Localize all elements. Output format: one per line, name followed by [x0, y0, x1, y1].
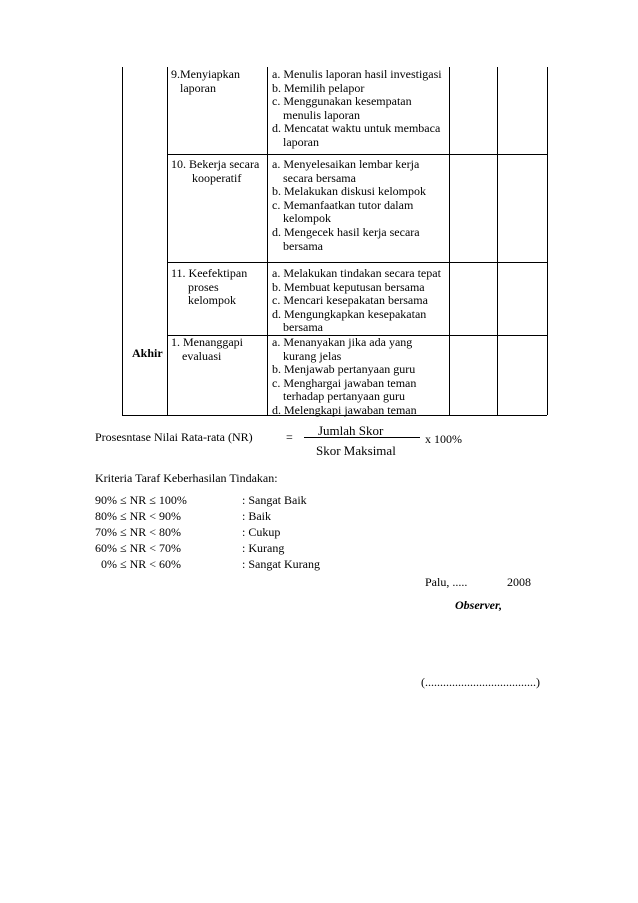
indicator-line: d. Melengkapi jawaban teman [272, 402, 417, 417]
signature-name-line: (.....................................) [421, 675, 540, 689]
indicator-line: c. Memanfaatkan tutor dalam [272, 197, 414, 212]
signature-place-date: Palu, ..... [425, 575, 468, 589]
formula-equals: = [286, 430, 293, 444]
criteria-label: : Cukup [242, 525, 281, 539]
table-row-aspect [171, 336, 243, 363]
criteria-title: Kriteria Taraf Keberhasilan Tindakan: [95, 471, 278, 485]
indicator-line: bersama [283, 238, 323, 253]
indicator-line: d. Mengungkapkan kesepakatan [272, 306, 427, 321]
aspect-line: kooperatif [192, 170, 242, 185]
indicator-line: kurang jelas [283, 348, 342, 363]
table-row-divider [167, 262, 547, 263]
formula-multiplier: x 100% [425, 432, 462, 446]
indicator-line: a. Menulis laporan hasil investigasi [272, 67, 442, 81]
criteria-range: 0% ≤ NR < 60% [95, 557, 182, 571]
criteria-label: : Sangat Kurang [242, 557, 320, 571]
phase-label: Akhir [132, 346, 163, 360]
indicator-line: bersama [283, 320, 323, 335]
criteria-range: 90% ≤ NR ≤ 100% [95, 493, 187, 507]
table-row-divider [167, 154, 547, 155]
indicator-line: menulis laporan [283, 107, 360, 122]
indicator-line: b. Menjawab pertanyaan guru [272, 362, 416, 377]
indicator-line: b. Membuat keputusan bersama [272, 279, 425, 294]
table-border-left [122, 67, 123, 415]
table-col-divider-4 [497, 67, 498, 415]
formula-numerator: Jumlah Skor [318, 423, 384, 438]
table-row-aspect [171, 158, 259, 185]
indicator-line: a. Menyelesaikan lembar kerja [272, 157, 420, 171]
table-row-indicators [272, 336, 417, 418]
aspect-line: kelompok [188, 293, 236, 308]
indicator-line: d. Mencatat waktu untuk membaca [272, 121, 441, 136]
aspect-line: 11. Keefektipan [171, 266, 248, 280]
indicator-line: d. Mengecek hasil kerja secara [272, 224, 420, 239]
table-row-indicators [272, 158, 426, 253]
formula-label: Prosesntase Nilai Rata-rata (NR) [95, 430, 253, 444]
aspect-line: evaluasi [182, 348, 222, 363]
table-row-aspect [171, 68, 240, 95]
indicator-line: c. Menghargai jawaban teman [272, 375, 417, 390]
criteria-range: 70% ≤ NR < 80% [95, 525, 182, 539]
indicator-line: a. Melakukan tindakan secara tepat [272, 266, 441, 280]
signature-year: 2008 [507, 575, 531, 589]
aspect-line: 9.Menyiapkan [171, 67, 240, 81]
indicator-line: terhadap pertanyaan guru [283, 389, 405, 404]
indicator-line: kelompok [283, 211, 331, 226]
aspect-line: proses [188, 279, 219, 294]
aspect-line: 1. Menanggapi [171, 335, 243, 349]
indicator-line: laporan [283, 134, 319, 149]
aspect-line: 10. Bekerja secara [171, 157, 260, 171]
indicator-line: c. Menggunakan kesempatan [272, 94, 412, 109]
table-col-divider-3 [449, 67, 450, 415]
table-col-divider-1 [167, 67, 168, 415]
indicator-line: secara bersama [283, 170, 356, 185]
table-border-right [547, 67, 548, 415]
table-row-indicators [272, 267, 441, 335]
signature-role: Observer, [455, 598, 502, 612]
indicator-line: c. Mencari kesepakatan bersama [272, 293, 428, 308]
indicator-line: b. Memilih pelapor [272, 80, 365, 95]
aspect-line: laporan [180, 80, 216, 95]
table-row-aspect [171, 267, 247, 308]
indicator-line: b. Melakukan diskusi kelompok [272, 184, 426, 199]
criteria-label: : Sangat Baik [242, 493, 307, 507]
criteria-label: : Baik [242, 509, 271, 523]
fraction-bar [304, 437, 420, 438]
table-col-divider-2 [267, 67, 268, 415]
criteria-label: : Kurang [242, 541, 285, 555]
criteria-range: 80% ≤ NR < 90% [95, 509, 182, 523]
criteria-range: 60% ≤ NR < 70% [95, 541, 182, 555]
indicator-line: a. Menanyakan jika ada yang [272, 335, 413, 349]
table-row-indicators [272, 68, 442, 150]
formula-denominator: Skor Maksimal [316, 443, 396, 458]
